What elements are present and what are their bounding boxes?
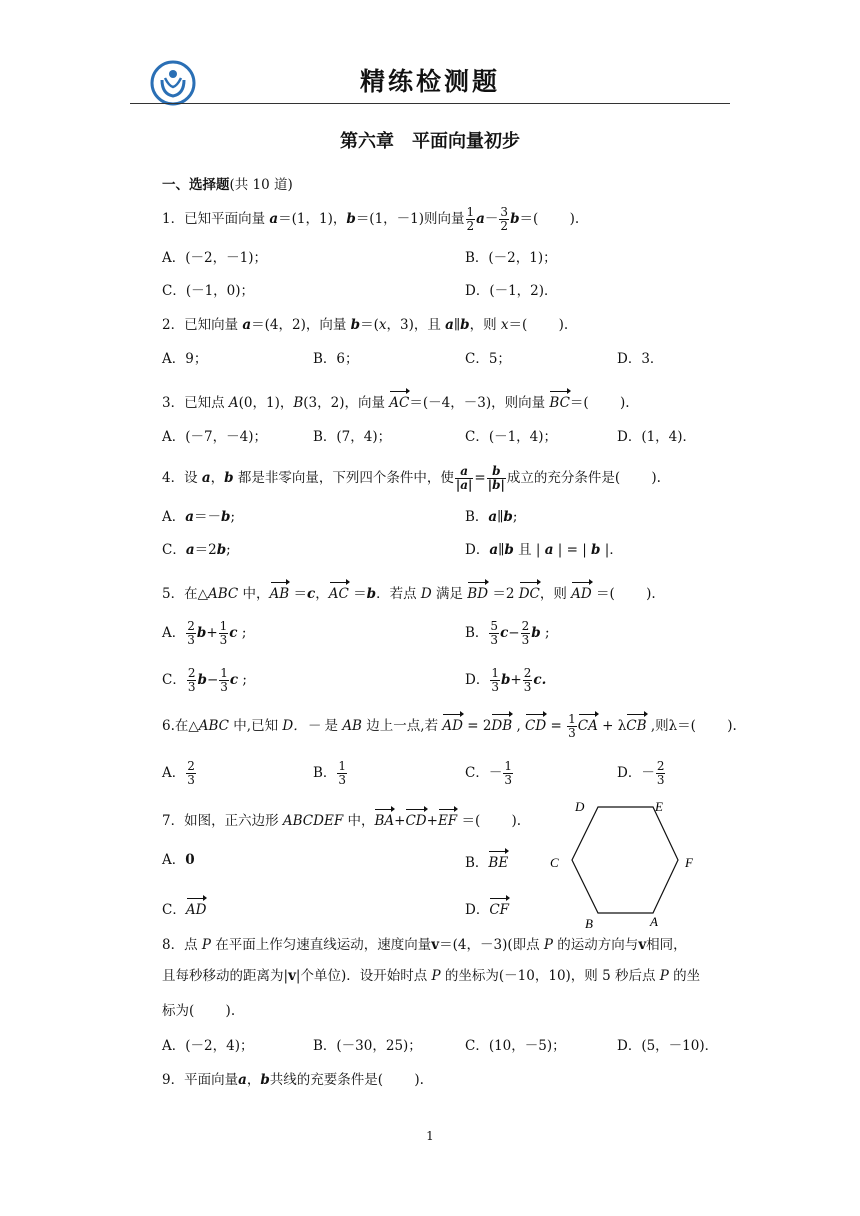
q6-option-b: B． $\frac{1}{3}$	[313, 759, 347, 787]
hexagon-label-b: B	[585, 916, 593, 930]
question-1	[162, 206, 579, 233]
hexagon-label-f: F	[685, 855, 693, 870]
page-number: 1	[426, 1129, 434, 1143]
q1-text: ＝( ).	[519, 211, 580, 227]
vector-ac: AC	[389, 390, 409, 413]
q5-option-c: C． $\frac{2}{3}$ b− $\frac{1}{3}$ c ;	[162, 666, 247, 694]
q1-vector-a: a	[476, 211, 485, 227]
q1-vector-b: b	[510, 211, 520, 227]
q7-option-b: B．BE	[465, 850, 508, 873]
logo-icon	[150, 60, 196, 106]
q3-option-a: A．(－7，－4)；	[162, 429, 267, 445]
q1-option-b: B．(－2，1)；	[465, 250, 557, 266]
q1-fraction: $\frac{1}{2}$	[466, 205, 475, 233]
header-title: 精练检测题	[359, 67, 500, 96]
hexagon-label-e: E	[655, 799, 663, 814]
vector-bc: BC	[549, 390, 570, 413]
question-6: 6.在△ABC 中,已知 D．－ 是 AB 边上一点,若 AD = 2DB , CD = $\frac{1}{3}$ CA + λCB ,则λ＝( ).	[162, 712, 737, 740]
header-divider	[130, 103, 730, 104]
chapter-title: 第六章 平面向量初步	[340, 131, 520, 152]
vector-ab: AB	[270, 581, 290, 604]
q1-option-d: D．(－1，2)．	[465, 283, 558, 299]
q5-option-a: A． $\frac{2}{3}$ b+ $\frac{1}{3}$ c ;	[162, 619, 247, 647]
q7-option-c: C．AD	[162, 897, 206, 920]
q8-option-b: B．(－30，25)；	[313, 1038, 422, 1054]
q4-fraction-a: $\frac{a}{|a|}$	[455, 464, 473, 492]
q4-option-a: A．a＝－b;	[162, 509, 236, 525]
q8-option-d: D．(5，－10)．	[617, 1038, 719, 1054]
q4-option-b: B．a∥b;	[465, 509, 518, 525]
q1-option-a: A．(－2，－1)；	[162, 250, 267, 266]
q6-option-a: A． $\frac{2}{3}$	[162, 759, 195, 787]
q2-option-c: C．5；	[465, 351, 511, 367]
q3-option-b: B．(7，4)；	[313, 429, 392, 445]
q4-option-d: D．a∥b 且 | a | = | b |．	[465, 542, 623, 558]
q5-option-b: B． $\frac{5}{3}$ c− $\frac{2}{3}$ b ;	[465, 619, 550, 647]
q3-option-d: D．(1，4)．	[617, 429, 697, 445]
q1-fraction: $\frac{3}{2}$	[500, 205, 509, 233]
section-count: (共 10 道)	[229, 177, 293, 193]
q2-option-d: D．3．	[617, 351, 664, 367]
q3-option-c: C．(－1，4)；	[465, 429, 558, 445]
hexagon-label-d: D	[575, 799, 585, 814]
question-8-line-3: 标为( ).	[162, 1003, 236, 1019]
q4-option-c: C．a＝2b;	[162, 542, 231, 558]
q8-option-a: A．(－2，4)；	[162, 1038, 254, 1054]
question-7: 7．如图，正六边形 ABCDEF 中，BA+CD+EF ＝( ).	[162, 808, 521, 831]
vector-ac: AC	[329, 581, 349, 604]
q1-text: －	[484, 211, 499, 227]
q8-option-c: C．(10，－5)；	[465, 1038, 566, 1054]
hexagon-figure	[545, 795, 705, 930]
q7-option-a: A．0	[162, 852, 195, 868]
section-heading	[162, 175, 293, 195]
q4-fraction-b: $\frac{b}{|b|}$	[487, 464, 505, 492]
question-4: 4．设 a，b 都是非零向量，下列四个条件中，使 $\frac{a}{|a|}$ = $\frac{b}{|b|}$ 成立的充分条件是( ).	[162, 464, 661, 492]
question-8-line-2: 且每秒移动的距离为|v|个单位)．设开始时点 P 的坐标为(－10，10)，则 5 秒后点 P 的坐	[162, 968, 701, 984]
hexagon-label-c: C	[550, 855, 559, 870]
q6-option-c: C．－ $\frac{1}{3}$	[465, 759, 512, 787]
vector-dc: DC	[519, 581, 540, 604]
q1-vector-a: a	[269, 211, 279, 227]
vector-bd: BD	[467, 581, 488, 604]
q1-option-c: C．(－1，0)；	[162, 283, 255, 299]
question-9: 9．平面向量a，b共线的充要条件是( ).	[162, 1072, 424, 1088]
q1-text: 1．已知平面向量	[162, 211, 270, 227]
hexagon-label-a: A	[650, 914, 658, 929]
question-2: 2．已知向量 a＝(4，2)，向量 b＝(x，3)，且 a∥b，则 x＝( ).	[162, 317, 569, 333]
question-8-line-1: 8．点 P 在平面上作匀速直线运动，速度向量v＝(4，－3)(即点 P 的运动方向与v相同，	[162, 937, 687, 953]
q1-vector-b: b	[346, 211, 356, 227]
q5-option-d: D． $\frac{1}{3}$ b+ $\frac{2}{3}$ c.	[465, 666, 547, 694]
q2-option-a: A．9；	[162, 351, 208, 367]
q2-option-b: B．6；	[313, 351, 359, 367]
q1-text: ＝(1，－1)则向量	[355, 211, 465, 227]
question-5: 5．在△ABC 中，AB ＝c，AC ＝b．若点 D 满足 BD ＝2 DC，则 AD ＝( ).	[162, 581, 656, 604]
vector-ad: AD	[571, 581, 592, 604]
q6-option-d: D．－ $\frac{2}{3}$	[617, 759, 665, 787]
question-3: 3．已知点 A(0，1)，B(3，2)，向量 AC＝(－4，－3)，则向量 BC＝( ).	[162, 390, 630, 413]
q7-option-d: D．CF	[465, 897, 509, 920]
section-label: 一、选择题	[162, 177, 230, 193]
q1-text: ＝(1，1)，	[278, 211, 347, 227]
